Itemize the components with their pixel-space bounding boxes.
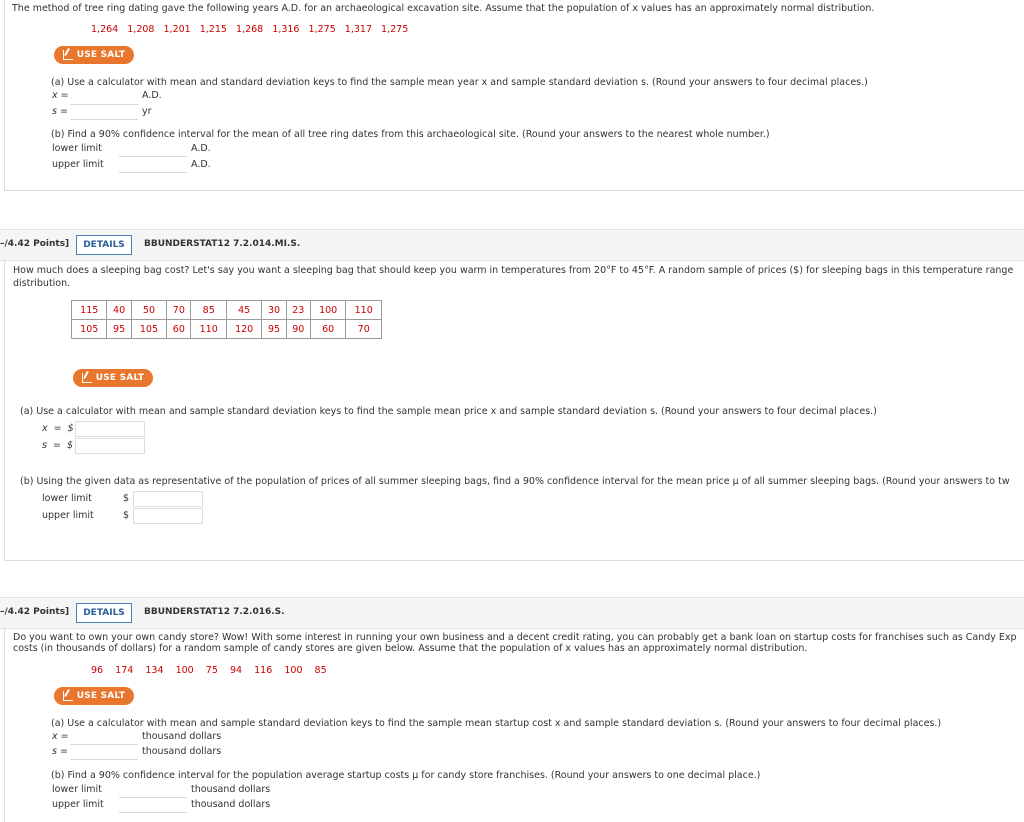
p3-xbar-label: x = [52, 731, 69, 742]
p2-points: –/4.42 Points] [0, 239, 70, 249]
p2-use-salt-button[interactable] [73, 369, 153, 387]
table-cell: 110 [191, 320, 226, 339]
p2-xbar-label: x = $ [42, 423, 74, 434]
p3-lower-label: lower limit [52, 784, 102, 795]
p1-xbar-input[interactable] [70, 91, 138, 105]
p2-s-input[interactable] [75, 438, 145, 454]
p1-upper-unit: A.D. [191, 159, 211, 170]
table-cell: 70 [167, 301, 191, 320]
p3-intro-line2: costs (in thousands of dollars) for a random sample of candy stores are given below. Assume that the population of x values has an approximately normal distribution. [13, 643, 808, 654]
p3-problem-code: BBUNDERSTAT12 7.2.016.S. [144, 607, 285, 617]
p3-salt-label: USE SALT [76, 691, 126, 701]
p2-lower-input[interactable] [133, 491, 203, 507]
table-cell: 70 [346, 320, 382, 339]
p3-details-button[interactable]: DETAILS [76, 603, 132, 623]
table-cell: 40 [107, 301, 131, 320]
p2-details-button[interactable]: DETAILS [76, 235, 132, 255]
p1-s-label: s = [52, 106, 68, 117]
table-cell: 105 [72, 320, 107, 339]
p3-use-salt-button[interactable] [54, 687, 134, 705]
table-cell: 120 [226, 320, 261, 339]
p2-s-label: s = $ [42, 440, 74, 451]
p3-points: –/4.42 Points] [0, 607, 70, 617]
p3-question-b: (b) Find a 90% confidence interval for the population average startup costs μ for candy store franchises. (Round your answers to one decimal place.) [51, 770, 761, 781]
p3-xbar-input[interactable] [70, 731, 138, 745]
p3-data-values: 96 174 134 100 75 94 116 100 85 [91, 665, 327, 676]
p1-question-a: (a) Use a calculator with mean and standard deviation keys to find the sample mean year x and sample standard deviation s. (Round your answers to four decimal places.) [51, 77, 868, 88]
p2-question-a: (a) Use a calculator with mean and sample standard deviation keys to find the sample mean price x and sample standard deviation s. (Round your answers to four decimal places.) [20, 406, 877, 417]
p1-s-unit: yr [142, 106, 152, 117]
p3-upper-input[interactable] [119, 799, 187, 813]
p2-lower-dollar: $ [123, 493, 130, 504]
table-row [72, 320, 382, 339]
salt-logo-icon [82, 373, 92, 383]
p2-salt-label: USE SALT [95, 373, 145, 383]
p2-intro-line1: How much does a sleeping bag cost? Let's say you want a sleeping bag that should keep you warm in temperatures from 20°F to 45°F. A random sample of prices ($) for sleeping bags in this temperature range [13, 265, 1014, 276]
salt-logo-icon [63, 50, 73, 60]
table-cell: 115 [72, 301, 107, 320]
p2-price-table [71, 300, 382, 339]
table-cell: 45 [226, 301, 261, 320]
table-cell: 50 [131, 301, 166, 320]
p1-xbar-label: x = [52, 90, 69, 101]
table-cell: 85 [191, 301, 226, 320]
p2-upper-input[interactable] [133, 508, 203, 524]
table-cell: 95 [107, 320, 131, 339]
p1-upper-input[interactable] [119, 159, 187, 173]
p3-intro-line1: Do you want to own your own candy store? Wow! With some interest in running your own business and a decent credit rating, you can probably get a bank loan on startup costs for franchises such as Candy Exp [13, 632, 1017, 643]
p3-upper-label: upper limit [52, 799, 104, 810]
p2-xbar-input[interactable] [75, 421, 145, 437]
p1-question-b: (b) Find a 90% confidence interval for the mean of all tree ring dates from this archaeological site. (Round your answers to the nearest whole number.) [51, 129, 770, 140]
p3-upper-unit: thousand dollars [191, 799, 271, 810]
p3-s-unit: thousand dollars [142, 746, 222, 757]
p3-lower-unit: thousand dollars [191, 784, 271, 795]
table-cell: 100 [310, 301, 345, 320]
p1-salt-label: USE SALT [76, 50, 126, 60]
p1-s-input[interactable] [70, 106, 138, 120]
table-cell: 60 [167, 320, 191, 339]
p2-lower-label: lower limit [42, 493, 92, 504]
p1-xbar-unit: A.D. [142, 90, 162, 101]
p2-upper-dollar: $ [123, 510, 130, 521]
table-cell: 30 [262, 301, 286, 320]
table-cell: 110 [346, 301, 382, 320]
table-cell: 95 [262, 320, 286, 339]
p3-s-input[interactable] [70, 746, 138, 760]
p1-intro: The method of tree ring dating gave the following years A.D. for an archaeological excavation site. Assume that the population of x values has an approximately normal distribution. [12, 3, 875, 14]
p1-lower-input[interactable] [119, 143, 187, 157]
table-cell: 60 [310, 320, 345, 339]
p2-question-b: (b) Using the given data as representative of the population of prices of all summer sleeping bags, find a 90% confidence interval for the mean price μ of all summer sleeping bags. (Round your answers to tw [20, 476, 1010, 487]
p1-data-values: 1,264 1,208 1,201 1,215 1,268 1,316 1,275 1,317 1,275 [91, 24, 409, 35]
p1-lower-unit: A.D. [191, 143, 211, 154]
p3-xbar-unit: thousand dollars [142, 731, 222, 742]
p3-lower-input[interactable] [119, 784, 187, 798]
p1-use-salt-button[interactable] [54, 46, 134, 64]
table-cell: 23 [286, 301, 310, 320]
p2-upper-label: upper limit [42, 510, 94, 521]
p2-problem-code: BBUNDERSTAT12 7.2.014.MI.S. [144, 239, 301, 249]
table-row [72, 301, 382, 320]
p3-s-label: s = [52, 746, 68, 757]
salt-logo-icon [63, 691, 73, 701]
p1-lower-label: lower limit [52, 143, 102, 154]
p1-upper-label: upper limit [52, 159, 104, 170]
p2-intro-line2: distribution. [13, 278, 71, 289]
table-cell: 90 [286, 320, 310, 339]
table-cell: 105 [131, 320, 166, 339]
p3-question-a: (a) Use a calculator with mean and sample standard deviation keys to find the sample mean startup cost x and sample standard deviation s. (Round your answers to four decimal places.) [51, 718, 942, 729]
